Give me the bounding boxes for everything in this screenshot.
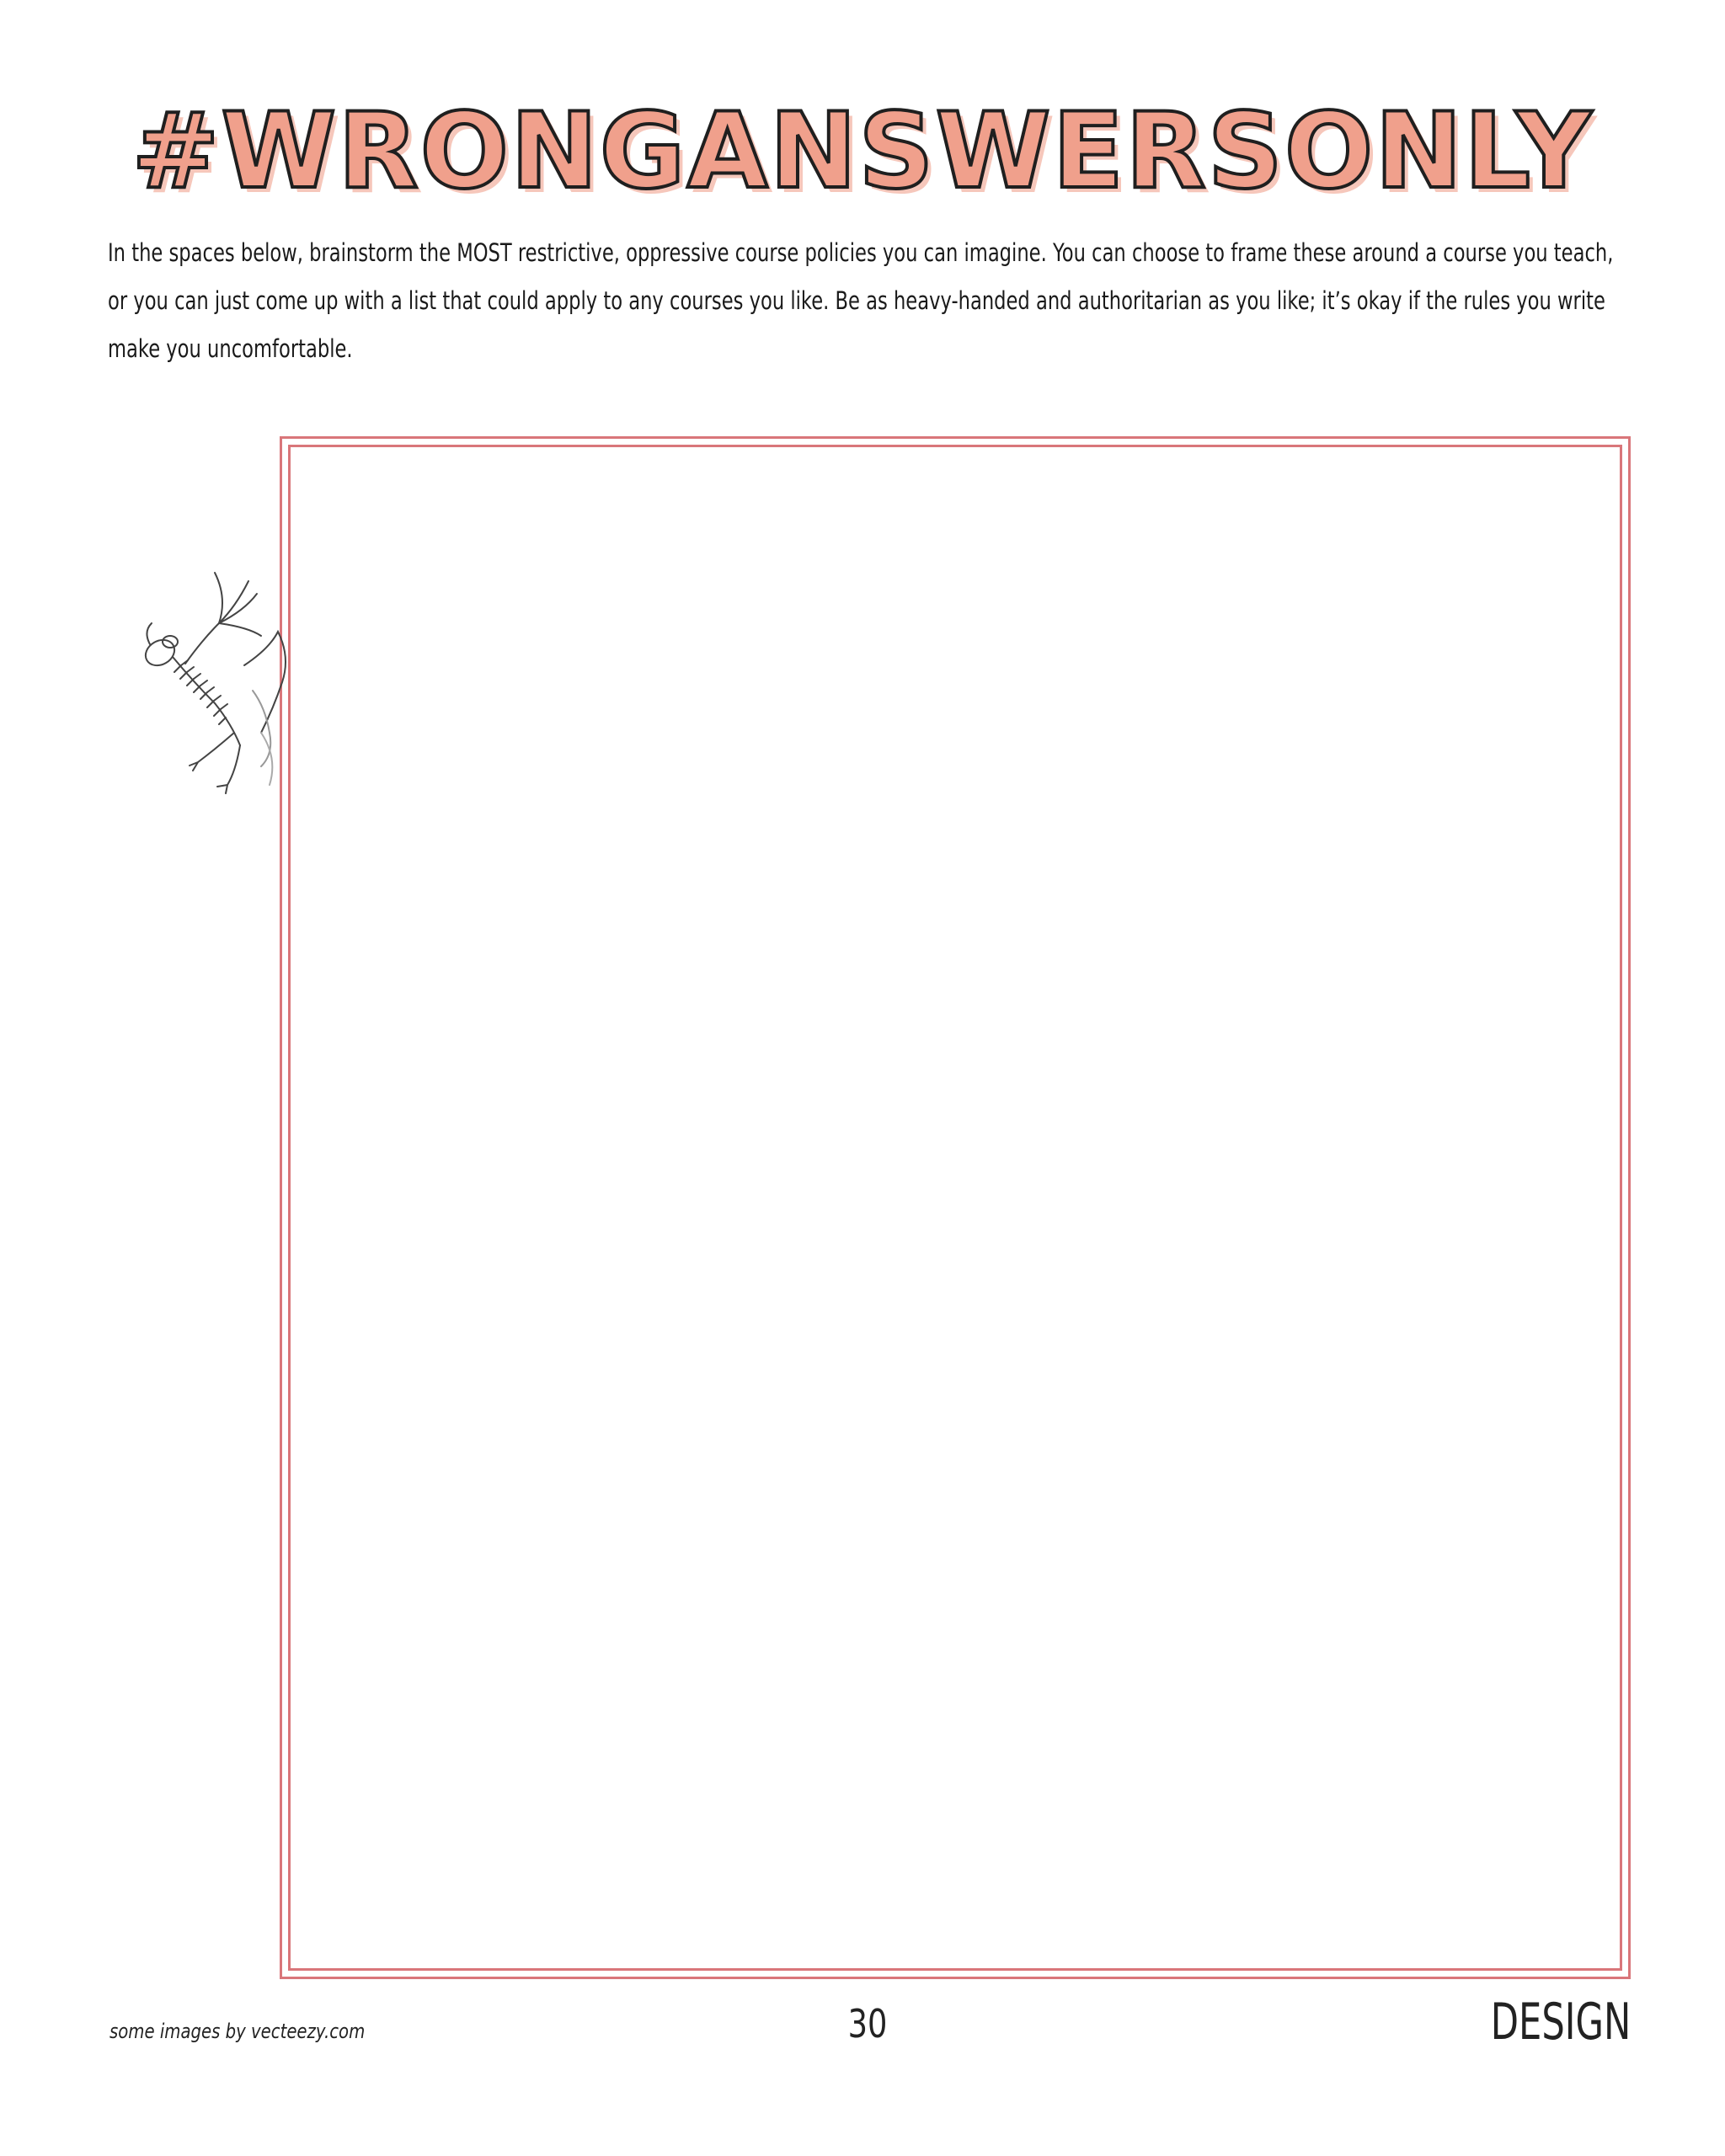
page-number: 30 <box>847 2001 888 2047</box>
answer-box[interactable] <box>288 445 1622 1971</box>
instructions-text: In the spaces below, brainstorm the MOST restrictive, oppressive course policies you can imagine. You can choose to frame these around a course you teach, or you can just come up with a list that could apply to any courses you like. Be as heavy-handed and authoritarian as you like; it’s okay if the rules you write make you uncomfortable. <box>108 238 1614 363</box>
page-title: #WRONGANSWERSONLY <box>131 91 1594 212</box>
section-label: DESIGN <box>1490 1993 1631 2052</box>
skeleton-illustration-icon <box>135 564 345 800</box>
image-credit: some images by vecteezy.com <box>109 2020 366 2043</box>
